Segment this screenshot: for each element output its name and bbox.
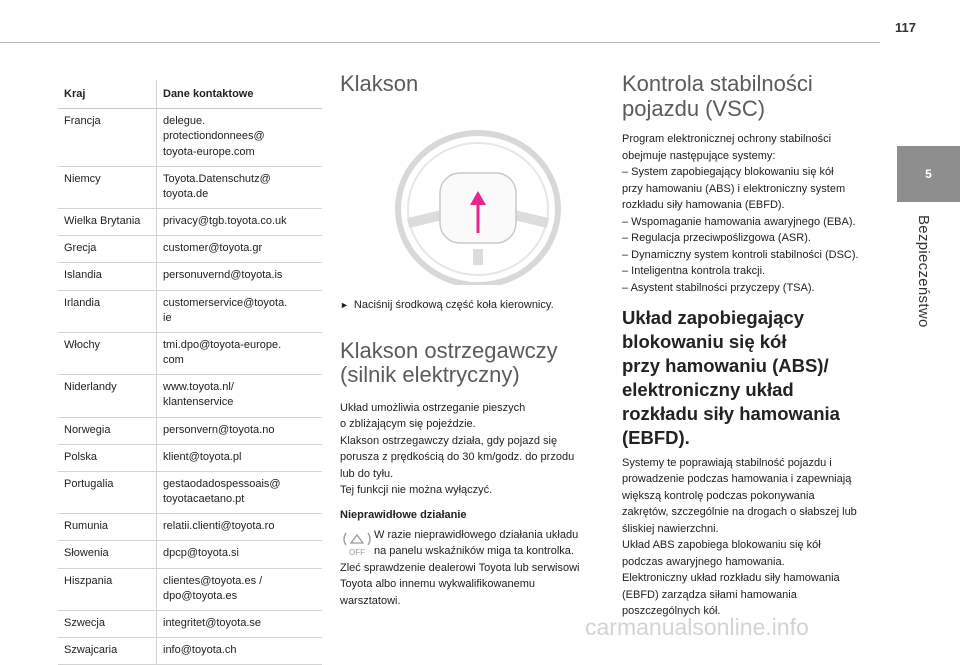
svg-text:OFF: OFF [349,547,365,557]
country-cell: Francja [58,109,157,167]
abs-title: Układ zapobiegający blokowaniu się kół przy hamowaniu (ABS)/ elektroniczny układ rozkładu siły hamowania (EBFD). [622,307,840,449]
watermark-text: carmanualsonline.info [585,614,809,640]
vsc-column [622,72,892,620]
contact-cell: Toyota.Datenschutz@ toyota.de [157,166,323,208]
country-cell: Włochy [58,332,157,374]
horn-instruction-line [340,299,608,311]
contact-cell: customerservice@toyota. ie [157,290,323,332]
abs-body: Systemy te poprawiają stabilność pojazdu i prowadzenie podczas hamowania i zapewniają większą kontrolę podczas pokonywania zakrętów, szczególnie na drogach o słabszej lub śliskiej nawierzchni. Układ ABS zapobiega blokowaniu się kół podczas awaryjnego hamowania. Elektroniczny układ rozkładu siły hamowania (EBFD) zarządza siłami hamowania poszczególnych kół. [622,456,857,618]
contact-cell: personuvernd@toyota.is [157,263,323,290]
contacts-table [58,80,322,665]
contact-cell: info@toyota.ch [157,638,323,665]
chapter-tab[interactable]: 5 [897,146,960,202]
table-row [58,236,322,263]
country-cell: Islandia [58,263,157,290]
warning-horn-body: Układ umożliwia ostrzeganie pieszych o zbliżającym się pojeździe. Klakson ostrzegawczy działa, gdy pojazd się porusza z prędkością do 30 km/godz. do przodu lub do tyłu. Tej funkcji nie można wyłączyć. [340,401,575,497]
vsc-intro: Program elektronicznej ochrony stabilności obejmuje następujące systemy: [622,133,832,162]
table-row [58,417,322,444]
table-row [58,514,322,541]
malfunction-text: W razie nieprawidłowego działania układu na panelu wskaźników miga ta kontrolka. [374,528,579,558]
watermark-logo [585,614,955,640]
pedestrian-warning-off-icon [340,527,374,557]
vsc-list-item: – Wspomaganie hamowania awaryjnego (EBA). [622,215,856,228]
vsc-list [622,164,892,296]
horn-title: Klakson [340,71,419,96]
vsc-list-item: – Inteligentna kontrola trakcji. [622,265,766,278]
country-cell: Rumunia [58,514,157,541]
table-row [58,610,322,637]
table-row [58,375,322,417]
table-row [58,471,322,513]
contact-cell: customer@toyota.gr [157,236,323,263]
table-row [58,444,322,471]
country-cell: Szwajcaria [58,638,157,665]
country-cell: Niemcy [58,166,157,208]
vsc-list-item: – Asystent stabilności przyczepy (TSA). [622,281,815,294]
warning-horn-title: Klakson ostrzegawczy (silnik elektryczny) [340,337,558,388]
country-cell: Hiszpania [58,568,157,610]
table-row [58,209,322,236]
contact-cell: www.toyota.nl/ klantenservice [157,375,323,417]
contact-cell: integritet@toyota.se [157,610,323,637]
contact-cell: tmi.dpo@toyota-europe. com [157,332,323,374]
country-cell: Niderlandy [58,375,157,417]
contact-cell: clientes@toyota.es / dpo@toyota.es [157,568,323,610]
chapter-label: Bezpieczeństwo [915,215,932,328]
table-row [58,541,322,568]
table-row [58,166,322,208]
contacts-column [58,80,322,665]
country-cell: Irlandia [58,290,157,332]
contact-cell: delegue. protectiondonnees@ toyota-europe.com [157,109,323,167]
steering-wheel-diagram [394,125,562,285]
table-row [58,263,322,290]
contact-cell: relatii.clienti@toyota.ro [157,514,323,541]
table-row [58,568,322,610]
country-cell: Wielka Brytania [58,209,157,236]
contact-cell: privacy@tgb.toyota.co.uk [157,209,323,236]
play-arrow-icon: ► [340,299,349,310]
country-cell: Grecja [58,236,157,263]
header-contact: Dane kontaktowe [157,80,323,109]
table-header-row [58,80,322,109]
country-cell: Portugalia [58,471,157,513]
malfunction-text-2: Zleć sprawdzenie dealerowi Toyota lub serwisowi Toyota albo innemu wykwalifikowanemu warsztatowi. [340,561,580,607]
vsc-list-item: – System zapobiegający blokowaniu się kół przy hamowaniu (ABS) i elektroniczny system rozkładu siły hamowania (EBFD). [622,166,846,212]
country-cell: Słowenia [58,541,157,568]
malfunction-heading: Nieprawidłowe działanie [340,508,467,521]
horn-instruction: Naciśnij środkową część koła kierownicy. [353,298,554,311]
vsc-list-item: – Dynamiczny system kontroli stabilności (DSC). [622,248,859,261]
contact-cell: personvern@toyota.no [157,417,323,444]
table-row [58,109,322,167]
contact-cell: klient@toyota.pl [157,444,323,471]
country-cell: Polska [58,444,157,471]
table-row [58,332,322,374]
table-row [58,638,322,665]
country-cell: Norwegia [58,417,157,444]
header-divider [0,42,880,43]
contact-cell: dpcp@toyota.si [157,541,323,568]
contact-cell: gestaodadospessoais@ toyotacaetano.pt [157,471,323,513]
header-country: Kraj [58,80,157,109]
vsc-title: Kontrola stabilności pojazdu (VSC) [622,71,813,121]
vsc-list-item: – Regulacja przeciwpoślizgowa (ASR). [622,232,811,245]
malfunction-row [340,527,608,560]
horn-column [340,72,608,609]
page-number: 117 [895,20,916,35]
table-row [58,290,322,332]
country-cell: Szwecja [58,610,157,637]
